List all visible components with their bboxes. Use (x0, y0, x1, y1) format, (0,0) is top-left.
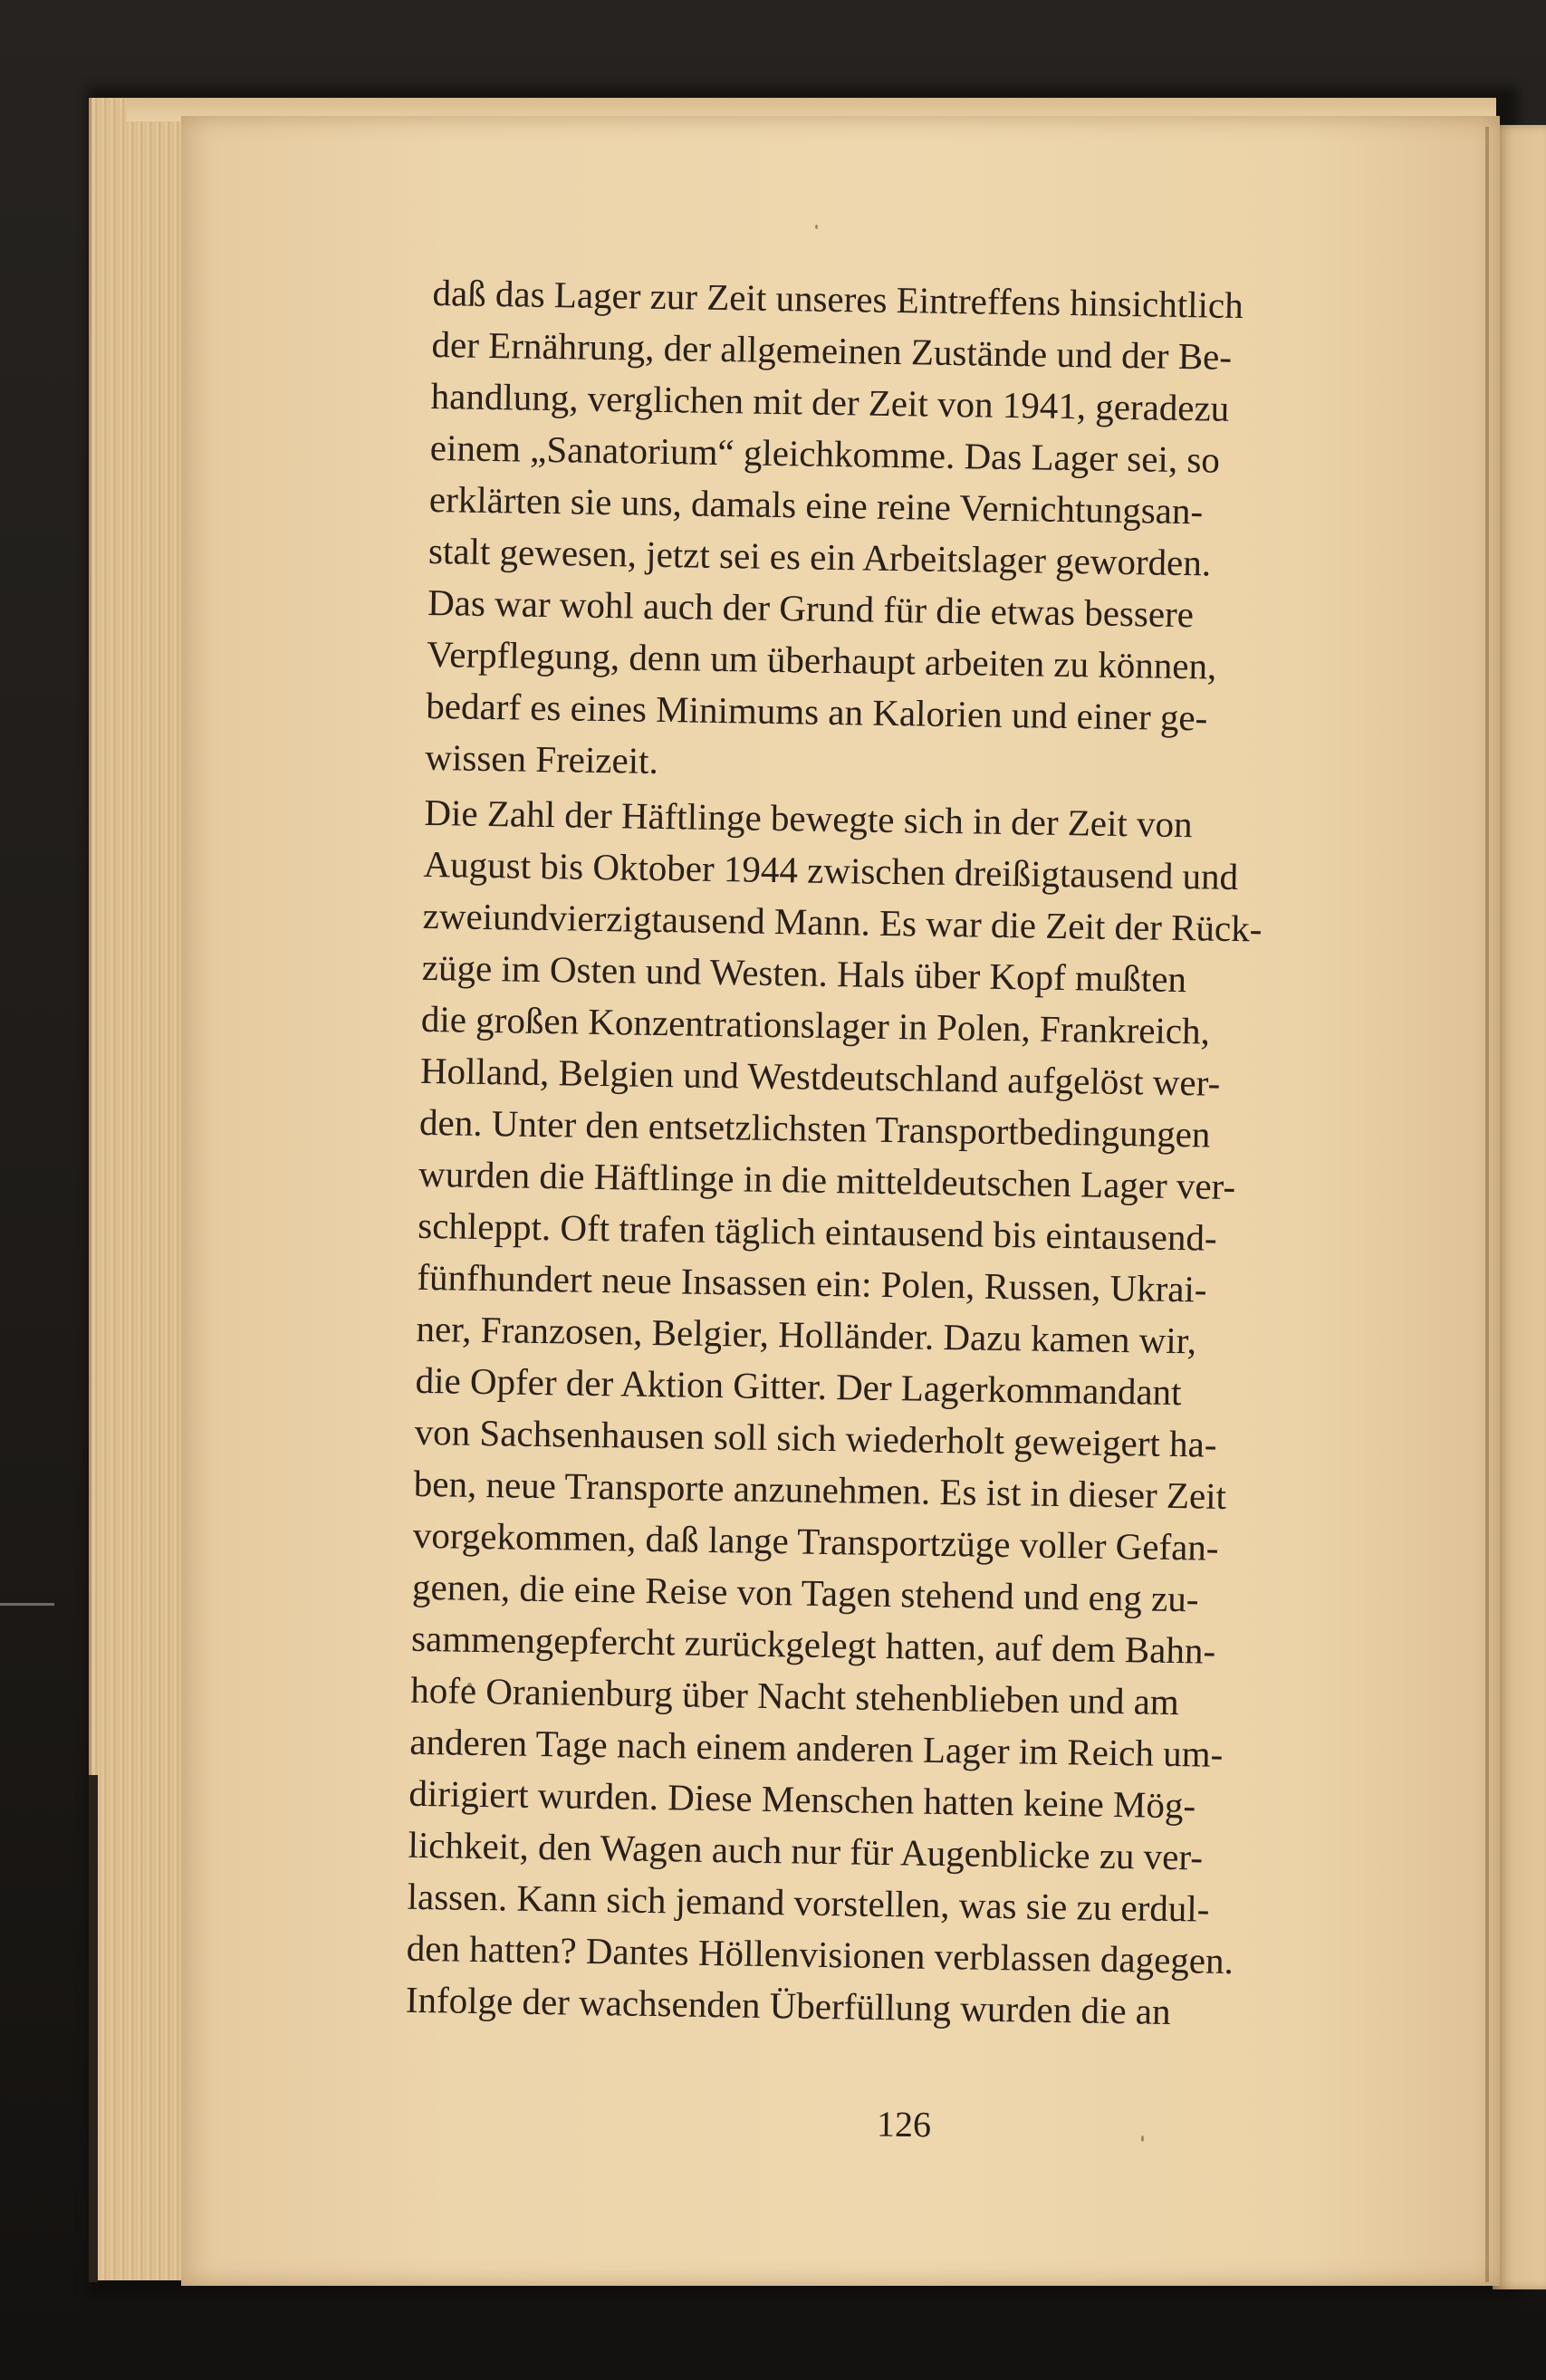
text-line: dirigiert wurden. Diese Menschen hatten keine Mög- (408, 1771, 1196, 1827)
text-line: Die Zahl der Häftlinge bewegte sich in der Zeit von (424, 791, 1193, 846)
text-line: ner, Franzosen, Belgier, Holländer. Dazu kamen wir, (416, 1307, 1197, 1362)
text-line: erklärten sie uns, damals eine reine Vernichtungsan- (428, 477, 1204, 533)
text-line: lichkeit, den Wagen auch nur für Augenblicke zu ver- (408, 1823, 1204, 1878)
text-line: wurden die Häftlinge in die mitteldeutschen Lager ver- (418, 1152, 1236, 1208)
text-line: Infolge der wachsenden Überfüllung wurden die an (405, 1978, 1171, 2033)
text-line: ben, neue Transporte anzunehmen. Es ist in dieser Zeit (413, 1462, 1227, 1517)
text-line: hofe Oranienburg über Nacht stehenblieben und am (409, 1668, 1180, 1723)
cover-edge (89, 1775, 98, 2282)
facing-page-edge (1493, 125, 1546, 2289)
scan-margin-rule (0, 1603, 54, 1606)
text-line: den hatten? Dantes Höllenvisionen verblassen dagegen. (406, 1926, 1234, 1982)
text-line: die Opfer der Aktion Gitter. Der Lagerkommandant (415, 1358, 1182, 1414)
paper-speck (1141, 2135, 1144, 2142)
text-line: daß das Lager zur Zeit unseres Eintreffens hinsichtlich (432, 271, 1244, 327)
text-line: schleppt. Oft trafen täglich eintausend bis eintausend- (418, 1204, 1217, 1259)
page-number: 126 (876, 2103, 932, 2145)
paper-speck (815, 225, 818, 229)
text-line: von Sachsenhausen soll sich wiederholt geweigert ha- (414, 1410, 1217, 1465)
text-line: Verpflegung, denn um überhaupt arbeiten zu können, (426, 632, 1217, 687)
text-line: lassen. Kann sich jemand vorstellen, was sie zu erdul- (407, 1875, 1210, 1930)
text-line: die großen Konzentrationslager in Polen, Frankreich, (420, 997, 1211, 1052)
text-line: genen, die eine Reise von Tagen stehend und eng zu- (411, 1565, 1199, 1620)
body-text (405, 266, 1375, 2092)
text-line: züge im Osten und Westen. Hals über Kopf mußten (421, 945, 1187, 1001)
text-line: den. Unter den entsetzlichsten Transportbedingungen (418, 1100, 1211, 1156)
text-line: Holland, Belgien und Westdeutschland aufgelöst wer- (419, 1049, 1221, 1104)
text-line: anderen Tage nach einem anderen Lager im Reich um- (409, 1720, 1224, 1775)
text-line: wissen Freizeit. (425, 735, 659, 782)
text-line: bedarf es eines Minimums an Kalorien und einer ge- (426, 684, 1208, 739)
text-line: vorgekommen, daß lange Transportzüge voller Gefan- (412, 1513, 1219, 1569)
text-line: handlung, verglichen mit der Zeit von 1941, geradezu (430, 374, 1230, 429)
text-line: Das war wohl auch der Grund für die etwas bessere (427, 581, 1195, 636)
gutter-shadow (1485, 127, 1489, 2282)
text-line: August bis Oktober 1944 zwischen dreißigtausend und (423, 842, 1239, 898)
text-line: fünfhundert neue Insassen ein: Polen, Russen, Ukrai- (417, 1255, 1207, 1310)
text-line: der Ernährung, der allgemeinen Zustände und der Be- (431, 322, 1233, 378)
text-line: stalt gewesen, jetzt sei es ein Arbeitslager geworden. (427, 529, 1212, 584)
text-line: einem „Sanatorium“ gleichkomme. Das Lager sei, so (429, 426, 1221, 481)
text-line: sammengepfercht zurückgelegt hatten, auf dem Bahn- (410, 1617, 1216, 1672)
text-line: zweiundvierzigtausend Mann. Es war die Zeit der Rück- (422, 894, 1263, 950)
